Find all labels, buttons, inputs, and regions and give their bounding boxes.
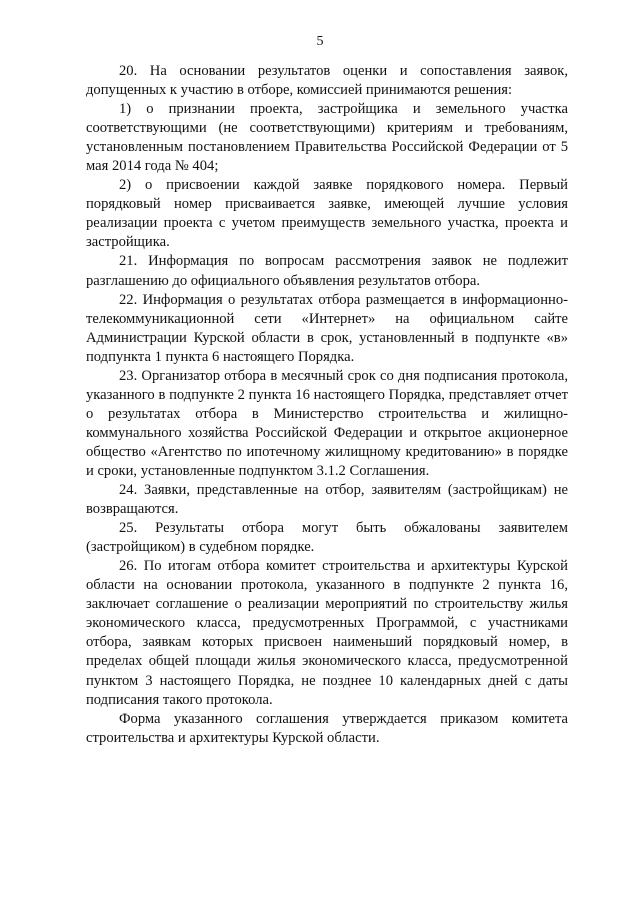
document-body	[86, 62, 568, 748]
paragraph-24: 24. Заявки, представленные на отбор, заявителям (застройщикам) не возвращаются.	[86, 482, 568, 518]
paragraph-agreement-form: Форма указанного соглашения утверждается приказом комитета строительства и архитектуры Курской области.	[86, 710, 568, 746]
paragraph-22: 22. Информация о результатах отбора размещается в информационно-телекоммуникационной сети «Интернет» на официальном сайте Администрации Курской области в срок, установленный в подпункте «в» подпункта 1 пункта 6 настоящего Порядка.	[86, 291, 568, 365]
paragraph-20-item-2: 2) о присвоении каждой заявке порядкового номера. Первый порядковый номер присваивается заявке, имеющей лучшие условия реализации проекта с учетом преимуществ земельного участка, проекта и застройщика.	[86, 177, 568, 251]
page-number: 5	[316, 34, 324, 49]
paragraph-20-item-1: 1) о признании проекта, застройщика и земельного участка соответствующими (не соответствующими) критериям и требованиям, установленным постановлением Правительства Российской Федерации от 5 мая 2014 года № 404;	[86, 101, 568, 175]
paragraph-21: 21. Информация по вопросам рассмотрения заявок не подлежит разглашению до официального объявления результатов отбора.	[86, 253, 568, 289]
paragraph-23: 23. Организатор отбора в месячный срок со дня подписания протокола, указанного в подпункте 2 пункта 16 настоящего Порядка, представляет отчет о результатах отбора в Министерство строительства и жилищно-коммунального хозяйства Российской Федерации и открытое акционерное общество «Агентство по ипотечному жилищному кредитованию» в порядке и сроки, установленные подпунктом 3.1.2 Соглашения.	[86, 367, 568, 479]
paragraph-26: 26. По итогам отбора комитет строительства и архитектуры Курской области на основании протокола, указанного в подпункте 2 пункта 16, заключает соглашение о реализации мероприятий по строительству жилья экономического класса, предусмотренных Программой, с участниками отбора, заявкам которых присвоен наименьший порядковый номер, в пределах общей площади жилья экономического класса, предусмотренной пунктом 3 настоящего Порядка, не позднее 10 календарных дней с даты подписания такого протокола.	[86, 558, 568, 708]
paragraph-20: 20. На основании результатов оценки и сопоставления заявок, допущенных к участию в отборе, комиссией принимаются решения:	[86, 63, 568, 99]
paragraph-25: 25. Результаты отбора могут быть обжалованы заявителем (застройщиком) в судебном порядке.	[86, 520, 568, 556]
